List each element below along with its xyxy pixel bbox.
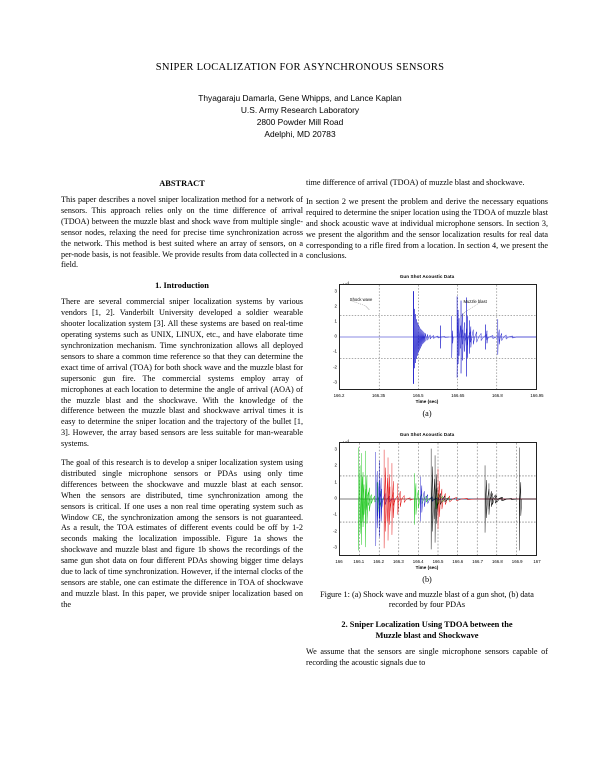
x-axis-label-1b: Time (sec) [415, 564, 439, 570]
annotation-shock-wave: Shock wave [349, 296, 373, 302]
y-tick-1b: -3 [333, 544, 337, 550]
plot-area-1b [339, 442, 537, 556]
continued-paragraph-2: In section 2 we present the problem and derive the necessary equations required to determine the sniper location using the TDOA of muzzle blast and shock acoustic wave at individual microphone sensors. In section 3, we present the algorithm and the sensor localization results for real data corresponding to a rifle fired from a location. In section 4, we present the conclusions. [306, 196, 548, 261]
abstract-heading: ABSTRACT [159, 179, 205, 188]
masthead [0, 0, 600, 140]
x-tick-1b: 166.3 [393, 558, 404, 564]
figure-1b [306, 430, 548, 586]
y-tick-1a: -2 [333, 364, 337, 370]
y-tick-1a: 2 [334, 303, 337, 309]
x-axis-label-1a: Time (sec) [415, 399, 439, 405]
column-left [61, 178, 303, 611]
chart-fig1b [313, 430, 541, 574]
page-title: SNIPER LOCALIZATION FOR ASYNCHRONOUS SENSORS [155, 62, 445, 73]
y-tick-1b: 3 [334, 446, 337, 452]
x-tick-1a: 166.5 [412, 393, 424, 399]
chart-fig1a [313, 272, 544, 408]
continued-paragraph-1: time difference of arrival (TDOA) of muzzle blast and shockwave. [306, 178, 525, 187]
y-tick-1a: 1 [334, 318, 337, 324]
y-tick-1b: 0 [334, 495, 337, 501]
y-tick-1b: -1 [333, 511, 337, 517]
x-tick-1b: 166.5 [432, 558, 444, 564]
x-tick-1a: 166.2 [333, 393, 345, 399]
x-tick-1a: 166.8 [492, 393, 503, 399]
x-tick-1b: 166.8 [492, 558, 503, 564]
introduction-paragraph-2: The goal of this research is to develop a sniper localization system using distributed single microphone sensors or PDAs using only time differences between the shockwave and muzzle blast at each sensor. When the sensors are distributed, time synchronization among the sensors is critical. If one uses a non real time operating system such as Window CE, the synchronization among the sensors is not guaranteed. As a result, the TOA estimates of different events could be off by 1-2 seconds making the localization impossible. Figure 1a shows the shockwave and muzzle blast and figure 1b shows the recordings of the same gun shot data on four different PDAs showing bigger time delays due to lack of time synchronization. However, if the internal clocks of the sensors are stable, one can estimate the difference in TOA of shockwave and muzzle blast. In this paper, we provide sniper localization based on the [61, 458, 303, 609]
x-tick-1b: 166.1 [353, 558, 365, 564]
x-tick-1b: 166.9 [511, 558, 523, 564]
y-tick-1a: -1 [333, 348, 337, 354]
y-tick-1a: 0 [334, 333, 337, 339]
abstract-text: This paper describes a novel sniper localization method for a network of sensors. This approach relies only on the time difference of arrival (TDOA) between the muzzle blast and shock wave from multiple single-sensor nodes, relaxing the need for precise time synchronization across the network. This method is best suited where an array of sensors, on a per-node basis, is not feasible. We provide results from data collected in a field. [61, 195, 303, 270]
address-street: 2800 Powder Mill Road [256, 117, 344, 128]
x-tick-1b: 166.2 [373, 558, 384, 564]
x-tick-1b: 166.7 [472, 558, 483, 564]
x-tick-1a: 166.95 [530, 393, 544, 399]
section-2-heading [306, 619, 548, 641]
y-tick-1b: 1 [334, 479, 337, 485]
y-exponent-1a: 4 [347, 281, 350, 286]
y-tick-1b: -2 [333, 528, 337, 534]
address-city: Adelphi, MD 20783 [264, 129, 336, 140]
column-right [306, 178, 548, 669]
x-tick-1b: 166.6 [452, 558, 464, 564]
y-tick-1a: 3 [334, 288, 337, 294]
introduction-paragraph-1: There are several commercial sniper localization systems by various vendors [1, 2]. Vanderbilt University developed a soldier wearable shooter localization system [3]. All these systems are based on real-time operating systems such as UNIX, LINUX, etc., and have elaborate time synchronization mechanism. Time synchronization allows all deployed sensors to share a common time reference so that they can determine the exact time of arrival (TOA) for both shock wave and the muzzle blast for supersonic gun fire. The commercial systems employ array of microphones at each location to determine the angle of arrival (AOA) of the muzzle blast and the shockwave. With the knowledge of the difference between the muzzle blast and shockwave arrival times it is easy to determine the sniper location and the trajectory of the bullet [1, 3]. However, the array based sensors are less suitable for man-wearable systems. [61, 297, 303, 449]
x-tick-1a: 166.65 [451, 393, 465, 399]
figure-1a [306, 272, 548, 420]
section-2-text: We assume that the sensors are single microphone sensors capable of recording the acoustic signals due to [306, 646, 548, 667]
y-exponent-1b: 4 [347, 438, 350, 443]
x-tick-1b: 166 [335, 558, 343, 564]
figure-sublabel-b: (b) [422, 574, 432, 584]
plot-area-1a [339, 284, 537, 390]
body-columns [0, 178, 600, 774]
introduction-heading: 1. Introduction [155, 281, 209, 291]
x-tick-1b: 167 [533, 558, 541, 564]
figure-caption: Figure 1: (a) Shock wave and muzzle blast of a gun shot, (b) data recorded by four PDAs [320, 589, 534, 610]
chart-title-1a: Gun Shot Acoustic Data [399, 274, 455, 280]
y-tick-1a: -3 [333, 379, 337, 385]
affiliation: U.S. Army Research Laboratory [240, 105, 360, 116]
annotation-muzzle-blast: Muzzle blast [463, 298, 487, 304]
figure-sublabel-a: (a) [422, 409, 432, 419]
chart-title-1b: Gun Shot Acoustic Data [399, 432, 455, 438]
author-list: Thyagaraju Damarla, Gene Whipps, and Lance Kaplan [198, 93, 402, 103]
x-tick-1a: 166.35 [372, 393, 386, 399]
y-tick-1b: 2 [334, 462, 337, 468]
section-2-heading-line2: Muzzle blast and Shockwave [375, 630, 479, 640]
x-tick-1b: 166.4 [412, 558, 424, 564]
section-2-heading-line1: 2. Sniper Localization Using TDOA between the [341, 619, 513, 629]
